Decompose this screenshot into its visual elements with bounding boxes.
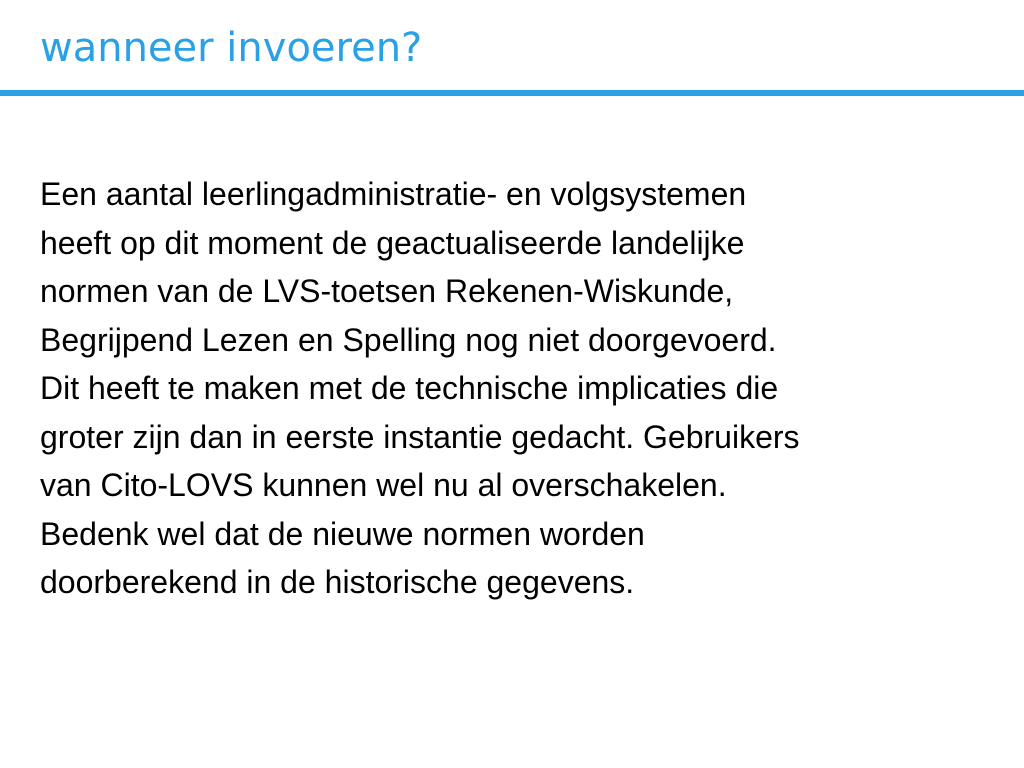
body-line: groter zijn dan in eerste instantie gedacht. Gebruikers bbox=[40, 418, 800, 455]
body-line: normen van de LVS-toetsen Rekenen-Wiskunde, bbox=[40, 273, 734, 309]
body-line: Een aantal leerlingadministratie- en volgsystemen bbox=[40, 176, 747, 212]
body-line: van Cito-LOVS kunnen wel nu al overschakelen. bbox=[40, 467, 727, 503]
body-line: heeft op dit moment de geactualiseerde landelijke bbox=[40, 224, 745, 261]
body-line: Bedenk wel dat de nieuwe normen worden bbox=[40, 515, 645, 552]
body-line: doorberekend in de historische gegevens. bbox=[40, 564, 635, 600]
body-paragraph bbox=[40, 170, 800, 607]
slide-title: wanneer invoeren? bbox=[40, 25, 423, 71]
body-line: Dit heeft te maken met de technische implicaties die bbox=[40, 370, 779, 406]
body-line: Begrijpend Lezen en Spelling nog niet doorgevoerd. bbox=[40, 321, 777, 358]
title-divider bbox=[0, 90, 1024, 96]
